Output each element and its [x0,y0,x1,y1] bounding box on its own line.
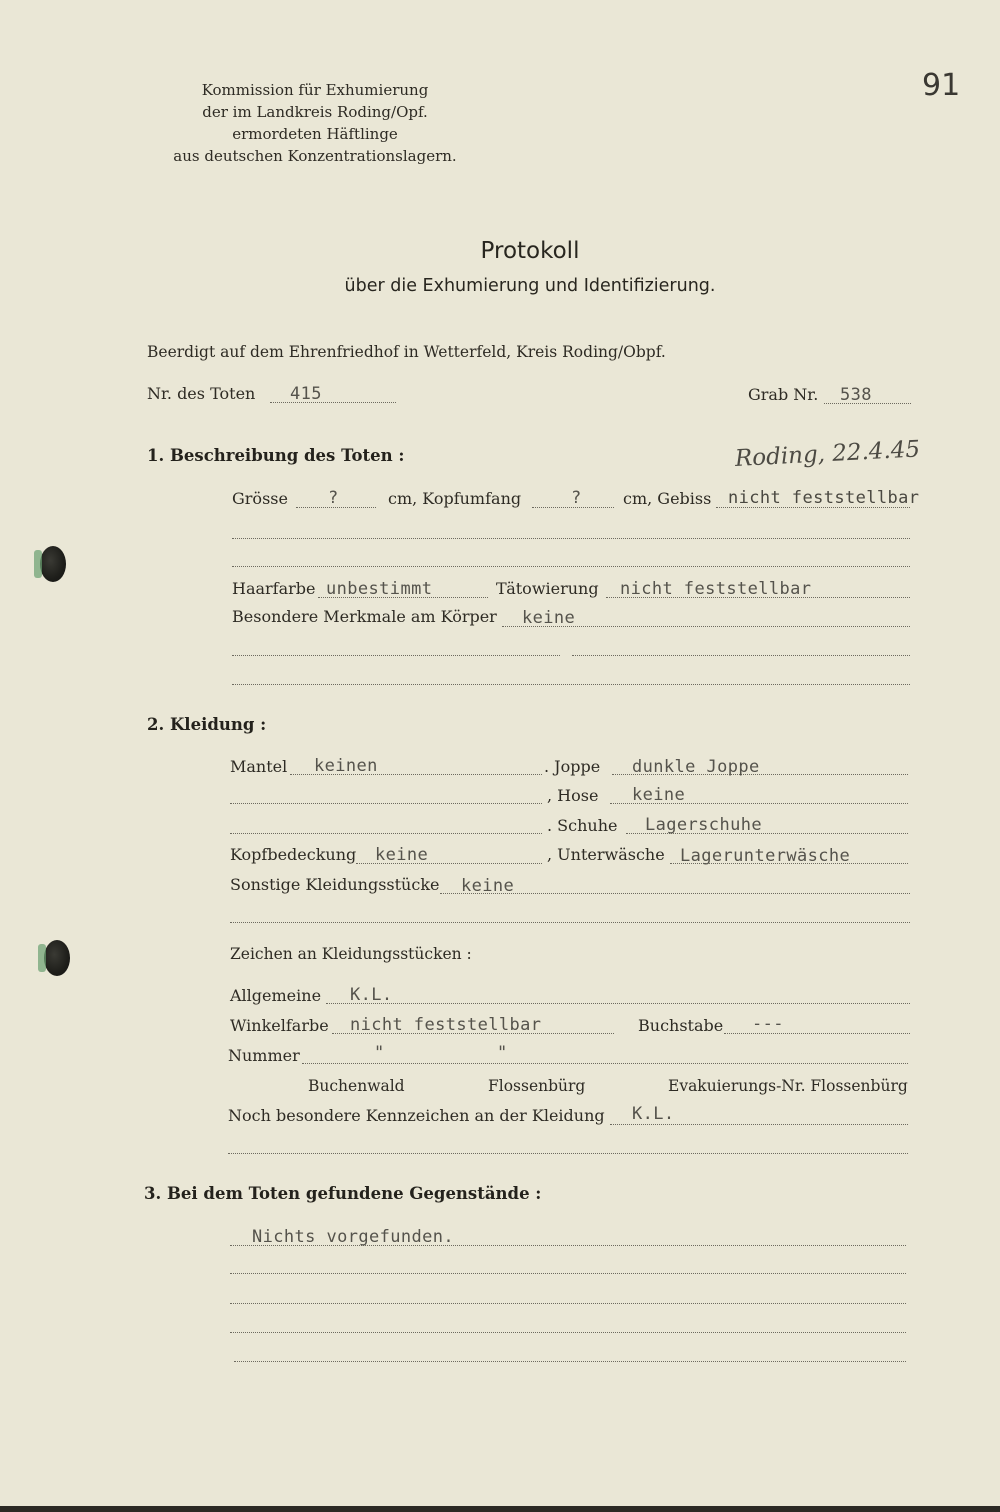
headwear-label: Kopfbedeckung [230,845,357,864]
triangle-color-value: nicht feststellbar [350,1015,542,1035]
letter-value: --- [752,1014,784,1034]
punch-hole-top [40,546,66,582]
number-value-flossenbuerg: " [497,1043,508,1063]
grave-number-label: Grab Nr. [748,385,819,404]
tattoo-label: Tätowierung [496,579,599,598]
coat-label: Mantel [230,757,288,776]
dead-number-value: 415 [290,384,322,404]
jacket-value: dunkle Joppe [632,757,760,777]
shoes-value: Lagerschuhe [645,815,762,835]
underwear-value: Lagerunterwäsche [680,846,851,866]
hair-value: unbestimmt [326,579,433,599]
commission-line-3: ermordeten Häftlinge [232,125,398,143]
section-2-heading: 2. Kleidung : [147,715,267,734]
other-clothing-label: Sonstige Kleidungsstücke [230,875,440,894]
headwear-value: keine [375,845,429,865]
hair-label: Haarfarbe [232,579,316,598]
grave-number-value: 538 [840,385,872,405]
special-marks-value: K.L. [632,1104,675,1124]
burial-label: Beerdigt auf dem Ehrenfriedhof in Wetterfeld, Kreis Roding/Obpf. [147,343,666,361]
number-label: Nummer [228,1046,300,1065]
commission-line-1: Kommission für Exhumierung [201,81,429,99]
trousers-label: , Hose [547,786,599,805]
column-evacuation-number: Evakuierungs-Nr. Flossenbürg [668,1077,908,1095]
page-number: 91 [922,68,961,103]
coat-value: keinen [314,756,378,776]
clothing-marks-heading: Zeichen an Kleidungsstücken : [230,945,472,963]
special-marks-label: Noch besondere Kennzeichen an der Kleidung [228,1106,605,1125]
section-3-heading: 3. Bei dem Toten gefundene Gegenstände : [144,1184,542,1203]
section-1-heading: 1. Beschreibung des Toten : [147,446,405,465]
general-value: K.L. [350,985,393,1005]
handwritten-place-date: Roding, 22.4.45 [734,436,921,472]
column-buchenwald: Buchenwald [308,1077,405,1095]
commission-line-4: aus deutschen Konzentrationslagern. [173,147,457,165]
jacket-label: . Joppe [544,757,601,776]
body-marks-label: Besondere Merkmale am Körper [232,607,497,626]
body-marks-value: keine [522,608,576,628]
cm-teeth-label: cm, Gebiss [623,489,712,508]
dead-number-label: Nr. des Toten [147,384,256,403]
letter-label: Buchstabe [638,1016,724,1035]
underwear-label: , Unterwäsche [547,845,665,864]
cm-head-label: cm, Kopfumfang [388,489,522,508]
size-value: ? [328,488,339,508]
teeth-value: nicht feststellbar [728,488,920,508]
tattoo-value: nicht feststellbar [620,579,812,599]
size-label: Grösse [232,489,288,508]
column-flossenbuerg: Flossenbürg [488,1077,586,1095]
general-label: Allgemeine [230,986,322,1005]
document-title: Protokoll [480,238,580,264]
trousers-value: keine [632,785,686,805]
head-circumference-value: ? [571,488,582,508]
found-items-value: Nichts vorgefunden. [252,1227,455,1247]
document-subtitle: über die Exhumierung und Identifizierung. [344,276,716,296]
shoes-label: . Schuhe [547,816,618,835]
number-value-buchenwald: " [374,1043,385,1063]
other-clothing-value: keine [461,876,515,896]
triangle-color-label: Winkelfarbe [230,1016,329,1035]
punch-hole-bottom [44,940,70,976]
commission-line-2: der im Landkreis Roding/Opf. [202,103,428,121]
